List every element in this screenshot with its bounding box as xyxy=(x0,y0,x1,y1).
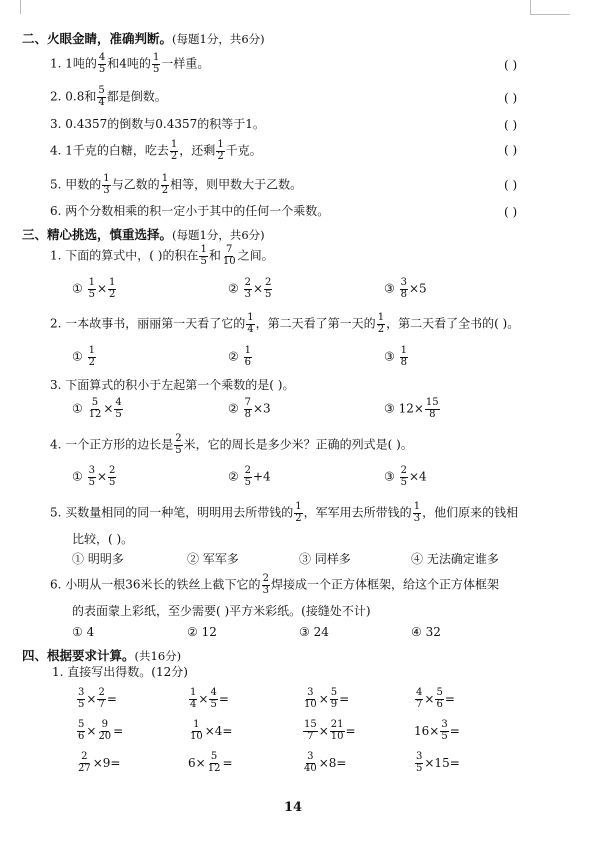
s2-question-1 xyxy=(50,53,209,75)
question-text: 相等，则甲数大于乙数。 xyxy=(170,177,303,192)
fraction: $\frac{1}{5}$ xyxy=(200,244,207,267)
option-a[interactable]: ① $\frac{5}{12}$ × $\frac{4}{5}$ xyxy=(72,397,122,420)
fraction: $\frac{1}{2}$ xyxy=(295,501,302,524)
s4-subheading: 1. 直接写出得数。(12分) xyxy=(52,665,188,679)
calc-item[interactable]: 6× $\frac{5}{12}$ = xyxy=(188,751,233,774)
fraction: $\frac{7}{10}$ xyxy=(222,244,236,267)
option-b[interactable]: ② 12 xyxy=(187,625,217,639)
question-number: 1. xyxy=(50,56,62,71)
calc-item[interactable]: $\frac{1}{10}$ ×4= xyxy=(190,719,233,742)
question-text: 买数量相同的同一种笔，明明用去所带钱的 xyxy=(65,505,294,520)
calc-item[interactable]: $\frac{3}{5}$ × $\frac{2}{7}$ = xyxy=(78,687,117,710)
s2-question-6 xyxy=(50,205,329,217)
option-d[interactable]: ④ 无法确定谁多 xyxy=(411,552,499,566)
section-4-title: 四、根据要求计算。 xyxy=(22,649,135,663)
fraction: $\frac{3}{5}$ xyxy=(441,719,448,742)
fraction: $\frac{2}{27}$ xyxy=(78,751,91,774)
fraction: $\frac{3}{40}$ xyxy=(304,751,317,774)
question-text: 都是倒数。 xyxy=(106,89,167,104)
corner-mark-right2 xyxy=(530,14,570,15)
question-number: 4. xyxy=(50,437,62,452)
question-text: 一本故事书，丽丽第一天看了它的 xyxy=(65,316,246,331)
question-text: 和4吨的 xyxy=(107,56,151,71)
calc-item[interactable]: $\frac{5}{6}$ × $\frac{9}{20}$ = xyxy=(78,719,124,742)
option-c[interactable]: ③ $\frac{1}{8}$ xyxy=(384,345,407,368)
calc-item[interactable]: $\frac{1}{4}$ × $\frac{4}{5}$ = xyxy=(190,687,229,710)
question-text: 下面的算式中，( )的积在 xyxy=(65,248,199,263)
calc-item[interactable]: $\frac{3}{5}$ ×15= xyxy=(416,751,460,774)
option-c[interactable]: ③ $\frac{3}{8}$ ×5 xyxy=(384,277,427,300)
option-b[interactable]: ② $\frac{2}{5}$ +4 xyxy=(228,465,271,488)
fraction: $\frac{2}{5}$ xyxy=(175,433,182,456)
question-number: 4. xyxy=(50,143,62,158)
section-3-heading xyxy=(22,225,265,243)
question-number: 2. xyxy=(50,89,62,104)
s2-question-2 xyxy=(50,86,167,108)
option-b[interactable]: ② $\frac{2}{3}$ × $\frac{2}{5}$ xyxy=(228,277,272,300)
answer-blank[interactable]: ( ) xyxy=(504,178,518,192)
s3-question-5-line2: 比较，( )。 xyxy=(72,532,134,546)
fraction: $\frac{1}{4}$ xyxy=(247,312,254,335)
fraction: $\frac{1}{10}$ xyxy=(190,719,203,742)
option-a[interactable]: ① $\frac{3}{5}$ × $\frac{2}{5}$ xyxy=(72,465,116,488)
fraction: $\frac{3}{10}$ xyxy=(304,687,317,710)
option-a[interactable]: ① 明明多 xyxy=(72,552,124,566)
corner-mark-left xyxy=(20,0,21,14)
fraction: $\frac{1}{5}$ xyxy=(152,52,160,75)
fraction: $\frac{5}{12}$ xyxy=(207,751,221,774)
section-3-title: 三、精心挑选，慎重选择。 xyxy=(22,228,173,242)
option-a[interactable]: ① $\frac{1}{5}$ × $\frac{1}{2}$ xyxy=(72,277,116,300)
fraction: $\frac{1}{3}$ xyxy=(413,501,421,524)
calc-item[interactable]: 16× $\frac{3}{5}$ = xyxy=(414,719,460,742)
question-text: 下面算式的积小于左起第一个乘数的是( )。 xyxy=(65,378,295,392)
answer-blank[interactable]: ( ) xyxy=(504,143,518,157)
option-c[interactable]: ③ 12× $\frac{15}{8}$ xyxy=(384,397,439,420)
calc-item[interactable]: $\frac{3}{40}$ ×8= xyxy=(304,751,347,774)
question-number: 1. xyxy=(50,248,62,263)
question-text: 小明从一根36米长的铁丝上截下它的 xyxy=(65,577,261,592)
fraction: $\frac{1}{3}$ xyxy=(103,173,110,196)
fraction: $\frac{9}{20}$ xyxy=(98,719,112,742)
s3-question-4 xyxy=(50,434,413,456)
fraction: $\frac{1}{2}$ xyxy=(377,312,385,335)
question-text: 之间。 xyxy=(237,248,274,263)
fraction: $\frac{3}{5}$ xyxy=(416,751,423,774)
question-text: 一样重。 xyxy=(161,56,210,71)
page-number: 14 xyxy=(284,800,303,815)
s3-question-1 xyxy=(50,245,274,267)
option-b[interactable]: ② $\frac{1}{6}$ xyxy=(228,345,251,368)
question-text: 一个正方形的边长是 xyxy=(65,437,174,452)
question-text: 千克。 xyxy=(225,143,262,158)
fraction: $\frac{2}{3}$ xyxy=(262,573,269,596)
calc-item[interactable]: $\frac{4}{7}$ × $\frac{5}{6}$ = xyxy=(416,687,455,710)
calc-item[interactable]: $\frac{2}{27}$ ×9= xyxy=(78,751,121,774)
fraction: $\frac{4}{5}$ xyxy=(210,687,217,710)
question-number: 3. xyxy=(50,378,62,392)
option-c[interactable]: ③ 同样多 xyxy=(299,552,351,566)
question-number: 6. xyxy=(50,204,62,218)
fraction: $\frac{4}{7}$ xyxy=(416,687,423,710)
s2-question-5 xyxy=(50,174,302,196)
question-text: ，军军用去所带钱的 xyxy=(303,505,412,520)
fraction: $\frac{5}{4}$ xyxy=(98,85,105,108)
question-number: 6. xyxy=(50,577,62,592)
question-text: ，第二天看了全书的( )。 xyxy=(386,316,520,331)
question-number: 2. xyxy=(50,316,62,331)
option-c[interactable]: ③ $\frac{2}{5}$ ×4 xyxy=(384,465,427,488)
question-text: ，还剩 xyxy=(179,143,216,158)
question-text: 两个分数相乘的积一定小于其中的任何一个乘数。 xyxy=(65,204,330,218)
fraction: $\frac{21}{10}$ xyxy=(330,719,344,742)
question-text: 和 xyxy=(208,248,221,263)
fraction: $\frac{1}{2}$ xyxy=(161,173,169,196)
fraction: $\frac{1}{2}$ xyxy=(170,139,178,162)
question-number: 5. xyxy=(50,505,62,520)
option-a[interactable]: ① $\frac{1}{2}$ xyxy=(72,345,95,368)
section-4-heading xyxy=(22,646,181,664)
question-number: 5. xyxy=(50,177,62,192)
fraction: $\frac{5}{6}$ xyxy=(78,719,85,742)
section-2-heading xyxy=(22,29,265,47)
fraction: $\frac{1}{4}$ xyxy=(190,687,197,710)
question-text: ，他们原来的钱相 xyxy=(422,505,519,520)
option-d[interactable]: ④ 32 xyxy=(411,625,441,639)
s3-question-5 xyxy=(50,502,518,524)
fraction: $\frac{4}{5}$ xyxy=(98,52,106,75)
s2-question-4 xyxy=(50,140,262,162)
s3-question-6 xyxy=(50,574,499,596)
fraction: $\frac{5}{9}$ xyxy=(330,687,338,710)
question-text: 1千克的白糖，吃去 xyxy=(65,143,169,158)
section-2-title: 二、火眼金睛，准确判断。 xyxy=(22,32,173,46)
question-text: 米，它的周长是多少米？正确的列式是( )。 xyxy=(183,437,413,452)
question-text: ，第二天看了第一天的 xyxy=(255,316,376,331)
question-text: 0.8和 xyxy=(65,89,97,104)
fraction: $\frac{2}{7}$ xyxy=(98,687,105,710)
question-text: 焊接成一个正方体框架，给这个正方体框架 xyxy=(270,577,499,592)
section-4-note: (共16分) xyxy=(134,649,182,663)
corner-mark-right xyxy=(530,0,531,14)
option-a[interactable]: ① 4 xyxy=(72,625,95,639)
option-b[interactable]: ② 军军多 xyxy=(187,552,239,566)
calc-item[interactable]: $\frac{15}{7}$ × $\frac{21}{10}$ = xyxy=(304,719,356,742)
option-b[interactable]: ② $\frac{7}{8}$ ×3 xyxy=(228,397,271,420)
s3-question-3 xyxy=(50,379,294,391)
s2-question-3 xyxy=(50,118,265,130)
calc-item[interactable]: $\frac{3}{10}$ × $\frac{5}{9}$ = xyxy=(304,687,350,710)
fraction: $\frac{5}{6}$ xyxy=(436,687,443,710)
fraction: $\frac{3}{5}$ xyxy=(78,687,85,710)
answer-blank[interactable]: ( ) xyxy=(504,205,518,219)
fraction: $\frac{15}{7}$ xyxy=(304,719,317,742)
s3-question-2 xyxy=(50,313,519,335)
question-text: 与乙数的 xyxy=(111,177,160,192)
answer-blank[interactable]: ( ) xyxy=(504,58,518,72)
question-text: 0.4357的倒数与0.4357的积等于1。 xyxy=(65,117,265,131)
answer-blank[interactable]: ( ) xyxy=(504,118,518,132)
section-3-note: (每题1分，共6分) xyxy=(172,228,265,242)
s3-question-6-line2: 的表面蒙上彩纸，至少需要( )平方米彩纸。(接缝处不计) xyxy=(72,604,371,618)
fraction: $\frac{1}{2}$ xyxy=(217,139,224,162)
section-2-note: (每题1分，共6分) xyxy=(172,32,265,46)
question-text: 1吨的 xyxy=(65,56,97,71)
question-text: 甲数的 xyxy=(65,177,102,192)
option-c[interactable]: ③ 24 xyxy=(299,625,329,639)
answer-blank[interactable]: ( ) xyxy=(504,91,518,105)
question-number: 3. xyxy=(50,117,62,131)
